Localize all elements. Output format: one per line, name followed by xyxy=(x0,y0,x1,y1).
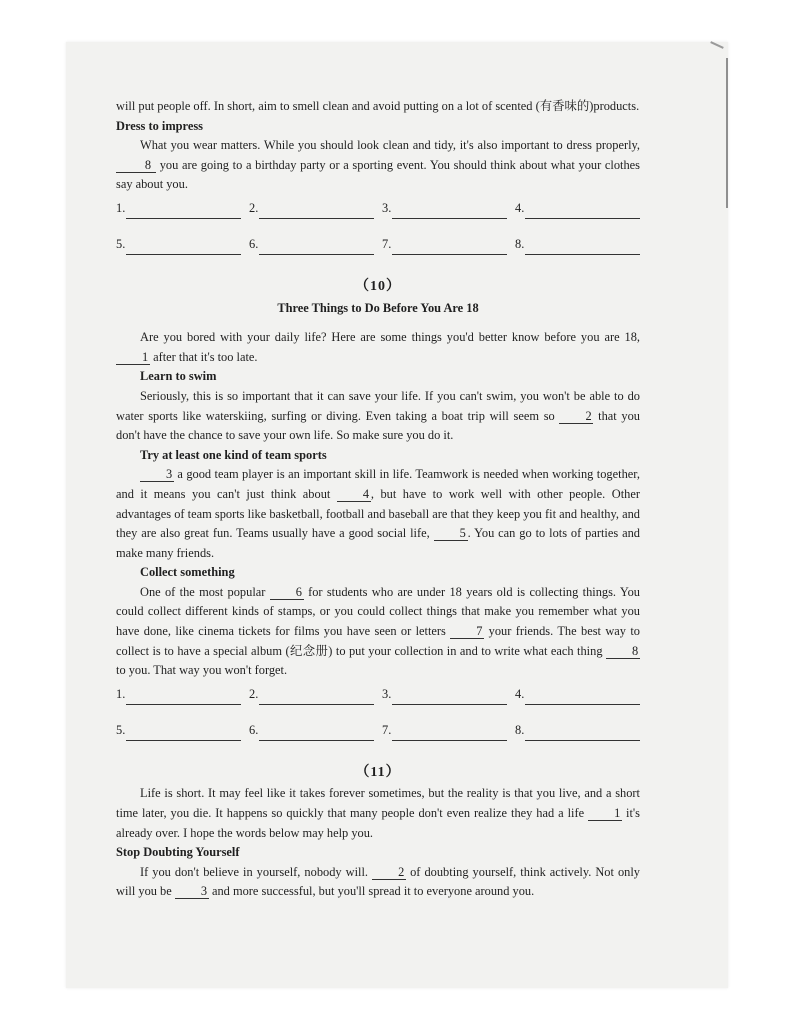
answer-number: 8. xyxy=(515,237,525,252)
answer-line xyxy=(126,241,241,255)
answer-line xyxy=(392,241,507,255)
answer-line xyxy=(126,727,241,741)
answer-blank-4[interactable] xyxy=(515,685,640,705)
gap-blank-1: 1 xyxy=(588,807,622,821)
worksheet-content xyxy=(116,97,640,902)
answer-blank-4[interactable] xyxy=(515,199,640,219)
answer-blank-8[interactable] xyxy=(515,721,640,741)
answer-number: 1. xyxy=(116,201,126,216)
paragraph-intro-11 xyxy=(116,784,640,843)
answer-row xyxy=(116,235,640,255)
text-segment: of doubting yourself, think actively. Not only will you be xyxy=(116,864,640,899)
answer-number: 5. xyxy=(116,237,126,252)
text-segment: you are going to a birthday party or a sporting event. You should think about what your clothes say about you. xyxy=(116,157,640,192)
answer-line xyxy=(525,241,640,255)
answer-line xyxy=(259,205,374,219)
answer-number: 1. xyxy=(116,687,126,702)
answer-blank-2[interactable] xyxy=(249,199,374,219)
gap-blank-8: 8 xyxy=(116,159,156,173)
answer-blank-2[interactable] xyxy=(249,685,374,705)
answer-blank-7[interactable] xyxy=(382,235,507,255)
text-segment: that you don't have the chance to save your own life. So make sure you do it. xyxy=(116,408,640,443)
answer-blank-1[interactable] xyxy=(116,685,241,705)
answer-number: 6. xyxy=(249,723,259,738)
gap-blank-7: 7 xyxy=(450,625,484,639)
gap-blank-8: 8 xyxy=(606,645,640,659)
answer-number: 4. xyxy=(515,687,525,702)
paragraph-intro-10 xyxy=(116,328,640,367)
answer-line xyxy=(259,727,374,741)
answer-number: 3. xyxy=(382,687,392,702)
answer-line xyxy=(525,691,640,705)
paragraph-swim xyxy=(116,387,640,446)
text-segment: . You can go to lots of parties and make many friends. xyxy=(116,526,640,560)
answer-line xyxy=(126,691,241,705)
text-segment: What you wear matters. While you should look clean and tidy, it's also important to dress properly, xyxy=(140,138,640,153)
answer-blank-3[interactable] xyxy=(382,199,507,219)
gap-blank-3: 3 xyxy=(175,885,209,899)
section-number-11: （11） xyxy=(355,764,401,780)
gap-blank-3: 3 xyxy=(140,468,174,482)
text-segment: If you don't believe in yourself, nobody will. xyxy=(140,864,369,879)
answer-number: 7. xyxy=(382,237,392,252)
paragraph-doubt xyxy=(116,863,640,902)
text-segment: to you. That way you won't forget. xyxy=(116,663,288,678)
text-segment: it's already over. I hope the words below may help you. xyxy=(116,806,640,840)
answer-line xyxy=(126,205,241,219)
answer-line xyxy=(525,205,640,219)
answer-blank-6[interactable] xyxy=(249,721,374,741)
text-segment: One of the most popular xyxy=(140,584,266,599)
heading-learn-to-swim: Learn to swim xyxy=(140,369,217,384)
text-segment: after that it's too late. xyxy=(153,349,258,364)
answer-blank-5[interactable] xyxy=(116,721,241,741)
gap-blank-4: 4 xyxy=(337,488,371,502)
text-segment: and more successful, but you'll spread it to everyone around you. xyxy=(211,884,535,899)
answer-number: 3. xyxy=(382,201,392,216)
answer-blank-3[interactable] xyxy=(382,685,507,705)
answer-line xyxy=(259,691,374,705)
answer-line xyxy=(392,691,507,705)
text-segment: for students who are under 18 years old is collecting things. You could collect different kinds of stamps, or you could collect things that make you remember what you have done, like cinema tickets for films you have seen or letters xyxy=(116,584,640,639)
answer-line xyxy=(392,205,507,219)
paragraph-scented: will put people off. In short, aim to smell clean and avoid putting on a lot of scented (有香味的)products. xyxy=(116,99,640,113)
answer-line xyxy=(525,727,640,741)
text-segment: a good team player is an important skill in life. Teamwork is needed when working together, and it means you can't just think about xyxy=(116,467,640,501)
text-segment: , but have to work well with other people. Other advantages of team sports like basketball, football and baseball are that they keep you fit and healthy, and they are also great fun. Teams usually have a good social life, xyxy=(116,486,640,541)
gap-blank-6: 6 xyxy=(270,586,304,600)
answer-number: 4. xyxy=(515,201,525,216)
answer-number: 6. xyxy=(249,237,259,252)
text-segment: your friends. The best way to collect is to have a special album (纪念册) to put your collection in and to write what each thing xyxy=(116,624,640,658)
answer-blank-5[interactable] xyxy=(116,235,241,255)
paragraph-team xyxy=(116,465,640,563)
answer-number: 2. xyxy=(249,201,259,216)
heading-stop-doubting: Stop Doubting Yourself xyxy=(116,845,240,860)
paragraph-collect xyxy=(116,583,640,681)
section-title-10: Three Things to Do Before You Are 18 xyxy=(277,300,479,315)
answer-line xyxy=(392,727,507,741)
answer-number: 7. xyxy=(382,723,392,738)
gap-blank-2: 2 xyxy=(559,410,593,424)
answer-blank-8[interactable] xyxy=(515,235,640,255)
answer-row xyxy=(116,199,640,219)
gap-blank-5: 5 xyxy=(434,527,468,541)
heading-collect-something: Collect something xyxy=(140,565,235,580)
heading-dress-to-impress: Dress to impress xyxy=(116,118,203,133)
answer-blank-7[interactable] xyxy=(382,721,507,741)
answer-row xyxy=(116,721,640,741)
paragraph-dress xyxy=(116,136,640,195)
gap-blank-2: 2 xyxy=(372,866,406,880)
answer-row xyxy=(116,685,640,705)
heading-team-sports: Try at least one kind of team sports xyxy=(140,447,327,462)
answer-blank-1[interactable] xyxy=(116,199,241,219)
answer-line xyxy=(259,241,374,255)
answer-number: 2. xyxy=(249,687,259,702)
answer-blank-6[interactable] xyxy=(249,235,374,255)
gap-blank-1: 1 xyxy=(116,351,150,365)
scan-edge-mark xyxy=(726,58,728,208)
answer-number: 8. xyxy=(515,723,525,738)
text-segment: Seriously, this is so important that it can save your life. If you can't swim, you won't be able to do water sports like waterskiing, surfing or diving. Even taking a boat trip will seem so xyxy=(116,388,640,423)
section-number-10: （10） xyxy=(355,278,401,294)
answer-number: 5. xyxy=(116,723,126,738)
text-segment: Are you bored with your daily life? Here are some things you'd better know before you are 18, xyxy=(140,330,640,345)
text-segment: Life is short. It may feel like it takes forever sometimes, but the reality is that you live, and a short time later, you die. It happens so quickly that many people don't even realize they had a life xyxy=(116,786,640,821)
